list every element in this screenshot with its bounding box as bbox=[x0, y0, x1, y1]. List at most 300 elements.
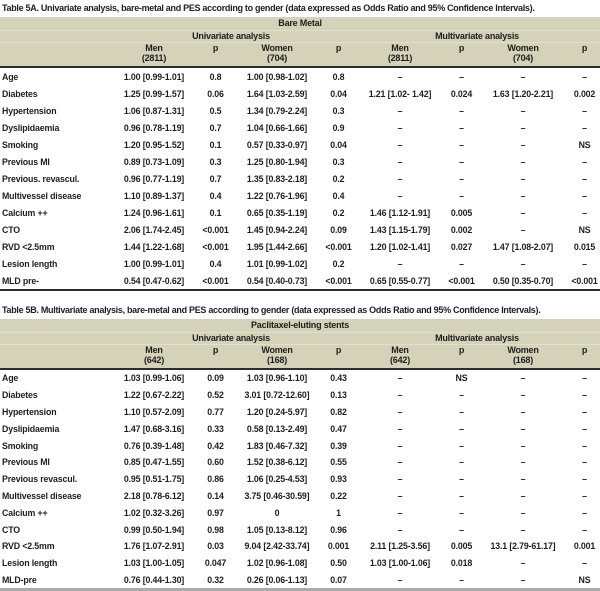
odds-ratio-cell: 0 bbox=[274, 507, 280, 518]
p-value-cell: – bbox=[582, 390, 587, 401]
odds-ratio-cell: – bbox=[520, 173, 526, 184]
table-row bbox=[0, 102, 600, 119]
odds-ratio-cell: – bbox=[397, 423, 403, 434]
odds-ratio-cell: – bbox=[520, 507, 526, 518]
column-header-men bbox=[354, 345, 446, 370]
column-header-p bbox=[446, 345, 477, 370]
odds-ratio-cell: – bbox=[520, 440, 526, 451]
p-value-cell: – bbox=[459, 105, 464, 116]
p-value-cell: – bbox=[582, 190, 587, 201]
table-row bbox=[0, 204, 600, 221]
odds-ratio-cell: – bbox=[397, 490, 403, 501]
p-value-cell: <0.001 bbox=[448, 275, 475, 286]
p-value-cell: – bbox=[459, 524, 464, 535]
group-header-row bbox=[0, 17, 600, 31]
odds-ratio-cell: 1.03 [0.99-1.06] bbox=[123, 373, 185, 384]
odds-ratio-cell: 0.85 [0.47-1.55] bbox=[123, 457, 185, 468]
p-value-cell: – bbox=[582, 474, 587, 485]
header-spacer bbox=[0, 333, 108, 345]
p-value-cell: – bbox=[582, 490, 587, 501]
odds-ratio-cell: – bbox=[397, 105, 403, 116]
p-value-cell: <0.001 bbox=[325, 275, 352, 286]
p-value-cell: 0.3 bbox=[209, 156, 222, 167]
odds-ratio-cell: 1.20 [0.95-1.52] bbox=[123, 139, 185, 150]
odds-ratio-cell: 1.46 [1.12-1.91] bbox=[369, 207, 431, 218]
row-label: Lesion length bbox=[2, 258, 58, 269]
row-label: RVD <2.5mm bbox=[2, 541, 55, 552]
odds-ratio-cell: – bbox=[520, 558, 526, 569]
p-value-cell: 0.8 bbox=[332, 71, 345, 82]
column-header-label: p bbox=[581, 345, 588, 355]
column-header-p bbox=[323, 43, 354, 68]
p-value-cell: 0.4 bbox=[332, 190, 345, 201]
table-5a-section bbox=[0, 1, 600, 291]
odds-ratio-cell: – bbox=[520, 457, 526, 468]
p-value-cell: – bbox=[459, 173, 464, 184]
p-value-cell: – bbox=[459, 574, 464, 585]
p-value-cell: – bbox=[582, 524, 587, 535]
odds-ratio-cell: 0.76 [0.39-1.48] bbox=[123, 440, 185, 451]
p-value-cell: – bbox=[459, 440, 464, 451]
odds-ratio-cell: – bbox=[520, 474, 526, 485]
p-value-cell: 0.50 bbox=[330, 558, 347, 569]
odds-ratio-cell: 1.05 [0.13-8.12] bbox=[246, 524, 308, 535]
odds-ratio-cell: – bbox=[520, 156, 526, 167]
p-value-cell: – bbox=[459, 490, 464, 501]
column-header-women bbox=[477, 345, 569, 370]
odds-ratio-cell: – bbox=[520, 190, 526, 201]
odds-ratio-cell: 1.22 [0.67-2.22] bbox=[123, 390, 185, 401]
table-row bbox=[0, 272, 600, 290]
column-header-count: (168) bbox=[512, 355, 533, 365]
group-header-paclitaxel-eluting-stents: Paclitaxel-eluting stents bbox=[0, 319, 600, 333]
odds-ratio-cell: 9.04 [2.42-33.74] bbox=[244, 541, 310, 552]
odds-ratio-cell: 1.22 [0.76-1.96] bbox=[246, 190, 308, 201]
odds-ratio-cell: 13.1 [2.79-61.17] bbox=[490, 541, 556, 552]
p-value-cell: – bbox=[459, 156, 464, 167]
odds-ratio-cell: 1.02 [0.32-3.26] bbox=[123, 507, 185, 518]
row-label: Multivessel disease bbox=[2, 490, 82, 501]
table-row bbox=[0, 119, 600, 136]
odds-ratio-cell: 1.25 [0.99-1.57] bbox=[123, 88, 185, 99]
p-value-cell: 0.7 bbox=[209, 173, 222, 184]
odds-ratio-cell: – bbox=[397, 574, 403, 585]
odds-ratio-cell: 0.99 [0.50-1.94] bbox=[123, 524, 185, 535]
p-value-cell: – bbox=[582, 173, 587, 184]
row-label: MLD-pre bbox=[2, 574, 37, 585]
row-label: RVD <2.5mm bbox=[2, 241, 55, 252]
odds-ratio-cell: 1.03 [1.00-1.06] bbox=[369, 558, 431, 569]
p-value-cell: 0.015 bbox=[573, 241, 596, 252]
p-value-cell: 0.09 bbox=[330, 224, 347, 235]
column-header-p bbox=[200, 43, 231, 68]
p-value-cell: 0.47 bbox=[330, 423, 347, 434]
odds-ratio-cell: – bbox=[520, 105, 526, 116]
odds-ratio-cell: – bbox=[397, 440, 403, 451]
odds-ratio-cell: – bbox=[397, 258, 403, 269]
odds-ratio-cell: 0.57 [0.33-0.97] bbox=[246, 139, 308, 150]
odds-ratio-cell: 1.21 [1.02- 1.42] bbox=[368, 88, 432, 99]
table-5b bbox=[0, 319, 600, 591]
column-header-label: p bbox=[458, 43, 465, 53]
p-value-cell: 0.60 bbox=[207, 457, 224, 468]
table-row bbox=[0, 153, 600, 170]
column-header-label: Women bbox=[261, 43, 293, 53]
odds-ratio-cell: 0.95 [0.51-1.75] bbox=[123, 474, 185, 485]
row-label: Dyslipidaemia bbox=[2, 122, 60, 133]
odds-ratio-cell: 1.34 [0.79-2.24] bbox=[246, 105, 308, 116]
odds-ratio-cell: 0.50 [0.35-0.70] bbox=[492, 275, 554, 286]
column-header-count: (168) bbox=[266, 355, 287, 365]
p-value-cell: 0.07 bbox=[330, 574, 347, 585]
odds-ratio-cell: – bbox=[520, 258, 526, 269]
odds-ratio-cell: 0.54 [0.47-0.62] bbox=[123, 275, 185, 286]
p-value-cell: 0.4 bbox=[209, 190, 222, 201]
row-label: Hypertension bbox=[2, 105, 57, 116]
odds-ratio-cell: – bbox=[397, 122, 403, 133]
table-row bbox=[0, 572, 600, 590]
table-5b-section bbox=[0, 303, 600, 591]
p-value-cell: – bbox=[459, 507, 464, 518]
column-header-label: p bbox=[335, 43, 342, 53]
column-header-count: (642) bbox=[143, 355, 164, 365]
odds-ratio-cell: 1.00 [0.99-1.01] bbox=[123, 258, 185, 269]
p-value-cell: NS bbox=[578, 139, 591, 150]
odds-ratio-cell: – bbox=[397, 139, 403, 150]
odds-ratio-cell: – bbox=[397, 390, 403, 401]
p-value-cell: NS bbox=[578, 224, 591, 235]
table-row bbox=[0, 136, 600, 153]
column-header-count: (2811) bbox=[141, 53, 167, 63]
row-label: Previous. revascul. bbox=[2, 173, 80, 184]
odds-ratio-cell: 1.10 [0.57-2.09] bbox=[123, 406, 185, 417]
table-5a-header bbox=[0, 17, 600, 67]
p-value-cell: 0.005 bbox=[450, 207, 473, 218]
odds-ratio-cell: 1.63 [1.20-2.21] bbox=[492, 88, 554, 99]
row-label: Age bbox=[2, 71, 19, 82]
p-value-cell: 0.52 bbox=[207, 390, 224, 401]
column-header-women bbox=[231, 345, 323, 370]
column-header-label: Women bbox=[507, 43, 539, 53]
p-value-cell: 0.5 bbox=[209, 105, 222, 116]
row-label: Calcium ++ bbox=[2, 507, 48, 518]
table-row bbox=[0, 538, 600, 555]
p-value-cell: – bbox=[459, 474, 464, 485]
p-value-cell: 0.024 bbox=[450, 88, 473, 99]
table-5b-title: Table 5B. Multivariate analysis, bare-metal and PES according to gender (data expressed as Odds Ratio and 95% Confidence Intervals). bbox=[2, 305, 541, 315]
p-value-cell: – bbox=[459, 258, 464, 269]
group-header-bare-metal: Bare Metal bbox=[0, 17, 600, 31]
odds-ratio-cell: 2.11 [1.25-3.56] bbox=[370, 541, 430, 552]
p-value-cell: – bbox=[582, 406, 587, 417]
odds-ratio-cell: 0.89 [0.73-1.09] bbox=[123, 156, 185, 167]
odds-ratio-cell: 0.58 [0.13-2.49] bbox=[246, 423, 308, 434]
odds-ratio-cell: 1.95 [1.44-2.66] bbox=[246, 241, 308, 252]
odds-ratio-cell: – bbox=[397, 457, 403, 468]
odds-ratio-cell: – bbox=[397, 373, 403, 384]
column-header-label: Men bbox=[391, 345, 409, 355]
table-row bbox=[0, 85, 600, 102]
column-header-p bbox=[569, 43, 600, 68]
table-row bbox=[0, 170, 600, 187]
row-label: Previous MI bbox=[2, 156, 50, 167]
table-row bbox=[0, 187, 600, 204]
column-header-label: Women bbox=[507, 345, 539, 355]
table-row bbox=[0, 420, 600, 437]
p-value-cell: 0.06 bbox=[207, 88, 224, 99]
odds-ratio-cell: – bbox=[520, 574, 526, 585]
p-value-cell: – bbox=[459, 457, 464, 468]
header-spacer bbox=[0, 43, 108, 68]
table-row bbox=[0, 454, 600, 471]
p-value-cell: – bbox=[582, 558, 587, 569]
p-value-cell: <0.001 bbox=[202, 241, 229, 252]
group-header-row bbox=[0, 319, 600, 333]
p-value-cell: 0.04 bbox=[330, 139, 347, 150]
p-value-cell: <0.001 bbox=[325, 241, 352, 252]
p-value-cell: 0.2 bbox=[332, 173, 345, 184]
p-value-cell: <0.001 bbox=[571, 275, 598, 286]
column-header-women bbox=[231, 43, 323, 68]
table-row bbox=[0, 238, 600, 255]
odds-ratio-cell: 1.06 [0.87-1.31] bbox=[123, 105, 185, 116]
p-value-cell: 1 bbox=[336, 507, 341, 518]
odds-ratio-cell: 1.24 [0.96-1.61] bbox=[123, 207, 185, 218]
section-header-row bbox=[0, 31, 600, 43]
univariate-analysis-header: Univariate analysis bbox=[108, 31, 354, 43]
odds-ratio-cell: 0.26 [0.06-1.13] bbox=[246, 574, 308, 585]
table-row bbox=[0, 387, 600, 404]
odds-ratio-cell: 3.75 [0.46-30.59] bbox=[244, 490, 310, 501]
row-label: Age bbox=[2, 373, 19, 384]
header-spacer bbox=[0, 31, 108, 43]
odds-ratio-cell: 1.06 [0.25-4.53] bbox=[246, 474, 308, 485]
odds-ratio-cell: 0.65 [0.35-1.19] bbox=[246, 207, 308, 218]
p-value-cell: – bbox=[582, 373, 587, 384]
p-value-cell: – bbox=[582, 258, 587, 269]
p-value-cell: 0.97 bbox=[207, 507, 224, 518]
p-value-cell: 0.13 bbox=[330, 390, 347, 401]
row-label: Smoking bbox=[2, 139, 39, 150]
odds-ratio-cell: 1.43 [1.15-1.79] bbox=[369, 224, 431, 235]
odds-ratio-cell: – bbox=[520, 373, 526, 384]
p-value-cell: 0.002 bbox=[450, 224, 473, 235]
odds-ratio-cell: – bbox=[520, 406, 526, 417]
p-value-cell: 0.3 bbox=[332, 156, 345, 167]
odds-ratio-cell: 1.64 [1.03-2.59] bbox=[246, 88, 308, 99]
odds-ratio-cell: 0.96 [0.78-1.19] bbox=[123, 122, 185, 133]
odds-ratio-cell: 1.47 [0.68-3.16] bbox=[123, 423, 185, 434]
multivariate-analysis-header: Multivariate analysis bbox=[354, 333, 600, 345]
table-5a-title: Table 5A. Univariate analysis, bare-metal and PES according to gender (data expressed as Odds Ratio and 95% Confidence Intervals). bbox=[2, 3, 535, 13]
p-value-cell: 0.1 bbox=[209, 139, 222, 150]
odds-ratio-cell: – bbox=[520, 139, 526, 150]
table-row bbox=[0, 488, 600, 505]
odds-ratio-cell: 3.01 [0.72-12.60] bbox=[244, 390, 310, 401]
p-value-cell: 0.77 bbox=[207, 406, 224, 417]
p-value-cell: 0.2 bbox=[332, 207, 345, 218]
odds-ratio-cell: – bbox=[397, 524, 403, 535]
odds-ratio-cell: 1.03 [0.96-1.10] bbox=[246, 373, 308, 384]
p-value-cell: 0.86 bbox=[207, 474, 224, 485]
odds-ratio-cell: – bbox=[520, 122, 526, 133]
row-label: Diabetes bbox=[2, 390, 38, 401]
column-header-count: (2811) bbox=[387, 53, 413, 63]
p-value-cell: 0.001 bbox=[327, 541, 350, 552]
p-value-cell: 0.005 bbox=[450, 541, 473, 552]
p-value-cell: 0.03 bbox=[207, 541, 224, 552]
odds-ratio-cell: – bbox=[520, 390, 526, 401]
row-label: Lesion length bbox=[2, 558, 58, 569]
table-row bbox=[0, 504, 600, 521]
table-row bbox=[0, 369, 600, 387]
table-5a bbox=[0, 17, 600, 291]
p-value-cell: – bbox=[582, 423, 587, 434]
p-value-cell: – bbox=[582, 71, 587, 82]
row-label: Hypertension bbox=[2, 406, 57, 417]
p-value-cell: NS bbox=[578, 574, 591, 585]
odds-ratio-cell: – bbox=[520, 524, 526, 535]
row-label: CTO bbox=[2, 524, 20, 535]
p-value-cell: 0.047 bbox=[204, 558, 227, 569]
p-value-cell: <0.001 bbox=[202, 275, 229, 286]
odds-ratio-cell: – bbox=[397, 406, 403, 417]
p-value-cell: – bbox=[459, 406, 464, 417]
section-header-row bbox=[0, 333, 600, 345]
odds-ratio-cell: 1.45 [0.94-2.24] bbox=[246, 224, 308, 235]
table-row bbox=[0, 221, 600, 238]
odds-ratio-cell: 1.25 [0.80-1.94] bbox=[246, 156, 308, 167]
odds-ratio-cell: 1.52 [0.38-6.12] bbox=[246, 457, 308, 468]
p-value-cell: 0.98 bbox=[207, 524, 224, 535]
odds-ratio-cell: 1.10 [0.89-1.37] bbox=[123, 190, 185, 201]
odds-ratio-cell: – bbox=[397, 190, 403, 201]
table-row bbox=[0, 437, 600, 454]
p-value-cell: 0.018 bbox=[450, 558, 473, 569]
odds-ratio-cell: 1.00 [0.98-1.02] bbox=[246, 71, 308, 82]
odds-ratio-cell: 2.18 [0.78-6.12] bbox=[123, 490, 185, 501]
column-header-label: Women bbox=[261, 345, 293, 355]
p-value-cell: 0.2 bbox=[332, 258, 345, 269]
odds-ratio-cell: 1.03 [1.00-1.05] bbox=[123, 558, 185, 569]
p-value-cell: 0.43 bbox=[330, 373, 347, 384]
row-label: Previous MI bbox=[2, 457, 50, 468]
odds-ratio-cell: 0.54 [0.40-0.73] bbox=[246, 275, 308, 286]
row-label: MLD pre- bbox=[2, 275, 39, 286]
p-value-cell: NS bbox=[455, 373, 468, 384]
column-header-label: p bbox=[212, 43, 219, 53]
column-header-label: p bbox=[335, 345, 342, 355]
p-value-cell: 0.04 bbox=[330, 88, 347, 99]
column-header-p bbox=[323, 345, 354, 370]
p-value-cell: 0.96 bbox=[330, 524, 347, 535]
p-value-cell: – bbox=[582, 122, 587, 133]
odds-ratio-cell: – bbox=[397, 71, 403, 82]
p-value-cell: – bbox=[582, 507, 587, 518]
p-value-cell: 0.3 bbox=[332, 105, 345, 116]
p-value-cell: 0.42 bbox=[207, 440, 224, 451]
p-value-cell: – bbox=[459, 190, 464, 201]
odds-ratio-cell: – bbox=[520, 224, 526, 235]
odds-ratio-cell: 1.00 [0.99-1.01] bbox=[123, 71, 185, 82]
p-value-cell: 0.39 bbox=[330, 440, 347, 451]
p-value-cell: – bbox=[582, 457, 587, 468]
row-label: Multivessel disease bbox=[2, 190, 82, 201]
column-header-p bbox=[569, 345, 600, 370]
odds-ratio-cell: 0.96 [0.77-1.19] bbox=[123, 173, 185, 184]
p-value-cell: – bbox=[582, 207, 587, 218]
odds-ratio-cell: 2.06 [1.74-2.45] bbox=[123, 224, 185, 235]
odds-ratio-cell: 1.01 [0.99-1.02] bbox=[246, 258, 308, 269]
row-label: Smoking bbox=[2, 440, 39, 451]
p-value-cell: 0.09 bbox=[207, 373, 224, 384]
p-value-cell: – bbox=[582, 440, 587, 451]
table-row bbox=[0, 67, 600, 85]
odds-ratio-cell: 0.76 [0.44-1.30] bbox=[123, 574, 185, 585]
odds-ratio-cell: 1.83 [0.46-7.32] bbox=[246, 440, 308, 451]
odds-ratio-cell: 1.02 [0.96-1.08] bbox=[246, 558, 308, 569]
row-label: Previous revascul. bbox=[2, 474, 78, 485]
odds-ratio-cell: 1.35 [0.83-2.18] bbox=[246, 173, 308, 184]
column-header-row bbox=[0, 345, 600, 370]
table-row bbox=[0, 255, 600, 272]
odds-ratio-cell: – bbox=[397, 474, 403, 485]
odds-ratio-cell: – bbox=[397, 173, 403, 184]
column-header-count: (704) bbox=[266, 53, 287, 63]
odds-ratio-cell: – bbox=[397, 156, 403, 167]
column-header-label: Men bbox=[391, 43, 409, 53]
p-value-cell: 0.32 bbox=[207, 574, 224, 585]
table-row bbox=[0, 521, 600, 538]
odds-ratio-cell: 1.04 [0.66-1.66] bbox=[246, 122, 308, 133]
p-value-cell: 0.001 bbox=[573, 541, 596, 552]
p-value-cell: 0.82 bbox=[330, 406, 347, 417]
column-header-label: p bbox=[458, 345, 465, 355]
column-header-p bbox=[446, 43, 477, 68]
odds-ratio-cell: – bbox=[397, 507, 403, 518]
p-value-cell: – bbox=[582, 105, 587, 116]
column-header-count: (704) bbox=[512, 53, 533, 63]
p-value-cell: 0.33 bbox=[207, 423, 224, 434]
header-spacer bbox=[0, 345, 108, 370]
p-value-cell: – bbox=[459, 71, 464, 82]
p-value-cell: 0.002 bbox=[573, 88, 596, 99]
p-value-cell: 0.027 bbox=[450, 241, 473, 252]
column-header-p bbox=[200, 345, 231, 370]
table-5a-body bbox=[0, 67, 600, 290]
p-value-cell: 0.7 bbox=[209, 122, 222, 133]
column-header-label: Men bbox=[145, 43, 163, 53]
p-value-cell: – bbox=[582, 156, 587, 167]
row-label: Calcium ++ bbox=[2, 207, 48, 218]
univariate-analysis-header: Univariate analysis bbox=[108, 333, 354, 345]
p-value-cell: – bbox=[459, 390, 464, 401]
row-label: Dyslipidaemia bbox=[2, 423, 60, 434]
row-label: CTO bbox=[2, 224, 20, 235]
table-row bbox=[0, 555, 600, 572]
column-header-label: p bbox=[212, 345, 219, 355]
p-value-cell: 0.14 bbox=[207, 490, 224, 501]
p-value-cell: 0.93 bbox=[330, 474, 347, 485]
row-label: Diabetes bbox=[2, 88, 38, 99]
p-value-cell: 0.9 bbox=[332, 122, 345, 133]
p-value-cell: 0.4 bbox=[209, 258, 222, 269]
odds-ratio-cell: – bbox=[520, 71, 526, 82]
odds-ratio-cell: 1.47 [1.08-2.07] bbox=[492, 241, 554, 252]
column-header-men bbox=[354, 43, 446, 68]
odds-ratio-cell: 1.20 [0.24-5.97] bbox=[246, 406, 308, 417]
column-header-row bbox=[0, 43, 600, 68]
